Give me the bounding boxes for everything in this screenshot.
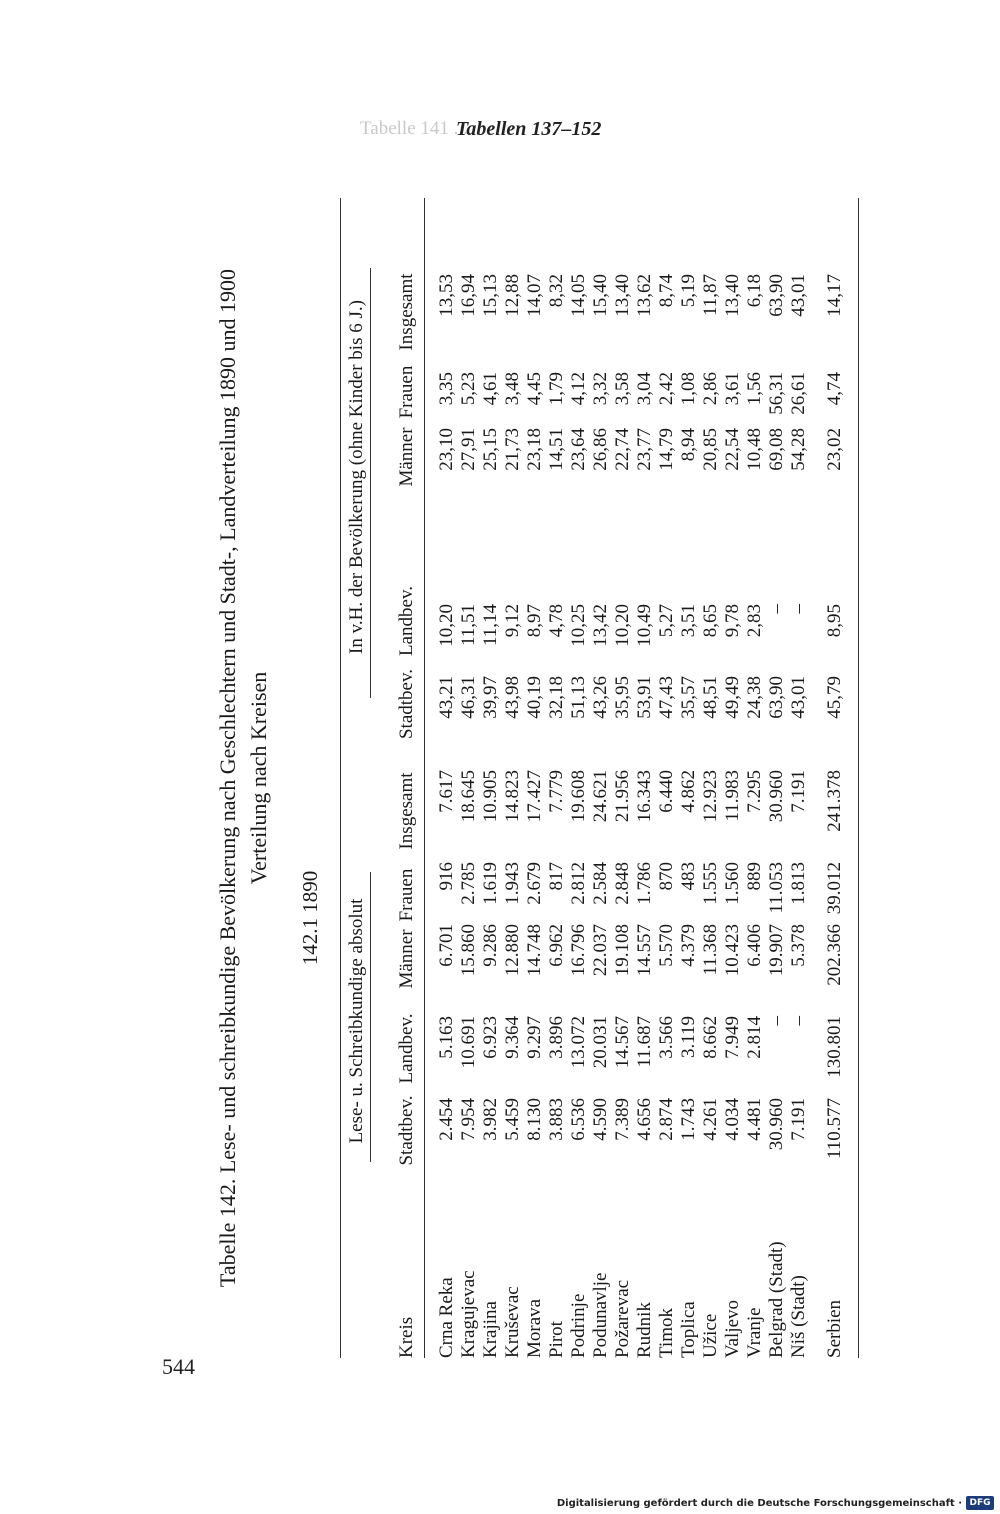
cell-abs-frauen: 2.812 xyxy=(568,862,589,905)
cell-abs-maenner: 9.286 xyxy=(480,924,501,967)
cell-pct-insgesamt: 8,32 xyxy=(546,274,567,308)
cell-kreis: Belgrad (Stadt) xyxy=(766,1241,787,1358)
cell-kreis: Kruševac xyxy=(502,1286,523,1358)
cell-abs-stadt: 7.954 xyxy=(458,1098,479,1141)
cell-abs-insgesamt: 10.905 xyxy=(480,770,501,823)
cell-kreis: Pirot xyxy=(546,1321,567,1358)
cell-pct-maenner: 20,85 xyxy=(700,428,721,471)
cell-pct-insgesamt: 14,17 xyxy=(824,274,845,317)
cell-pct-frauen: 2,42 xyxy=(656,372,677,406)
cell-pct-land: 11,14 xyxy=(480,604,501,647)
table-row xyxy=(634,198,656,1358)
column-header-pct-stadt: Stadtbev. xyxy=(396,669,417,740)
cell-abs-stadt: 2.454 xyxy=(436,1098,457,1141)
cell-abs-frauen: 11.053 xyxy=(766,862,787,914)
cell-pct-maenner: 23,02 xyxy=(824,428,845,471)
cell-abs-maenner: 10.423 xyxy=(722,924,743,977)
cell-pct-frauen: 4,12 xyxy=(568,372,589,406)
cell-pct-frauen: 3,04 xyxy=(634,372,655,406)
table-row xyxy=(524,198,546,1358)
cell-pct-land: 10,20 xyxy=(612,604,633,647)
cell-pct-frauen: 1,08 xyxy=(678,372,699,406)
cell-kreis: Podunavlje xyxy=(590,1272,611,1358)
cell-abs-insgesamt: 16.343 xyxy=(634,770,655,823)
cell-abs-maenner: 4.379 xyxy=(678,924,699,967)
cell-pct-insgesamt: 8,74 xyxy=(656,274,677,308)
cell-pct-insgesamt: 63,90 xyxy=(766,274,787,317)
table-row xyxy=(546,198,568,1358)
column-header-pct-maenner: Männer xyxy=(396,427,417,487)
cell-kreis: Valjevo xyxy=(722,1299,743,1358)
cell-abs-insgesamt: 24.621 xyxy=(590,770,611,823)
cell-pct-maenner: 23,64 xyxy=(568,428,589,471)
cell-abs-frauen: 1.786 xyxy=(634,862,655,905)
cell-pct-insgesamt: 6,18 xyxy=(744,274,765,308)
cell-abs-maenner: 14.748 xyxy=(524,924,545,977)
cell-abs-maenner: 12.880 xyxy=(502,924,523,977)
cell-abs-maenner: 15.860 xyxy=(458,924,479,977)
cell-pct-stadt: 49,49 xyxy=(722,676,743,719)
cell-pct-land: 13,42 xyxy=(590,604,611,647)
cell-abs-frauen: 483 xyxy=(678,862,699,891)
cell-pct-insgesamt: 13,62 xyxy=(634,274,655,317)
group-rule-percent xyxy=(370,268,371,698)
cell-abs-land: 10.691 xyxy=(458,1016,479,1069)
cell-abs-insgesamt: 19.608 xyxy=(568,770,589,823)
cell-pct-land: – xyxy=(788,604,809,614)
cell-pct-stadt: 35,95 xyxy=(612,676,633,719)
table-row xyxy=(568,198,590,1358)
cell-abs-stadt: 4.590 xyxy=(590,1098,611,1141)
cell-pct-insgesamt: 43,01 xyxy=(788,274,809,317)
cell-pct-land: 2,83 xyxy=(744,604,765,638)
cell-abs-stadt: 3.883 xyxy=(546,1098,567,1141)
bleed-through-text: Tabelle 141 ... xyxy=(360,118,468,139)
cell-abs-maenner: 16.796 xyxy=(568,924,589,977)
cell-pct-maenner: 27,91 xyxy=(458,428,479,471)
cell-abs-stadt: 4.656 xyxy=(634,1098,655,1141)
cell-abs-land: 20.031 xyxy=(590,1016,611,1069)
cell-abs-stadt: 1.743 xyxy=(678,1098,699,1141)
table-row xyxy=(788,198,810,1358)
cell-abs-stadt: 7.191 xyxy=(788,1098,809,1141)
cell-pct-maenner: 23,18 xyxy=(524,428,545,471)
table-row xyxy=(722,198,744,1358)
table-row xyxy=(480,198,502,1358)
cell-abs-stadt: 4.034 xyxy=(722,1098,743,1141)
cell-pct-land: 11,51 xyxy=(458,604,479,647)
cell-pct-frauen: 4,74 xyxy=(824,372,845,406)
cell-abs-frauen: 1.560 xyxy=(722,862,743,905)
cell-abs-land: 7.949 xyxy=(722,1016,743,1059)
cell-abs-insgesamt: 241.378 xyxy=(824,770,845,832)
cell-pct-insgesamt: 14,05 xyxy=(568,274,589,317)
cell-kreis: Krajina xyxy=(480,1301,501,1358)
column-header-kreis: Kreis xyxy=(396,1316,417,1358)
cell-abs-land: 3.896 xyxy=(546,1016,567,1059)
cell-abs-insgesamt: 30.960 xyxy=(766,770,787,823)
cell-pct-maenner: 8,94 xyxy=(678,428,699,462)
cell-pct-frauen: 4,61 xyxy=(480,372,501,406)
cell-pct-maenner: 54,28 xyxy=(788,428,809,471)
cell-abs-insgesamt: 4.862 xyxy=(678,770,699,813)
cell-pct-insgesamt: 13,53 xyxy=(436,274,457,317)
cell-abs-stadt: 4.261 xyxy=(700,1098,721,1141)
cell-pct-frauen: 2,86 xyxy=(700,372,721,406)
cell-pct-frauen: 3,35 xyxy=(436,372,457,406)
cell-abs-land: 13.072 xyxy=(568,1016,589,1069)
cell-pct-stadt: 63,90 xyxy=(766,676,787,719)
table-row xyxy=(612,198,634,1358)
cell-abs-maenner: 19.108 xyxy=(612,924,633,977)
table-row xyxy=(436,198,458,1358)
cell-abs-stadt: 8.130 xyxy=(524,1098,545,1141)
cell-abs-insgesamt: 7.191 xyxy=(788,770,809,813)
cell-abs-stadt: 30.960 xyxy=(766,1098,787,1151)
cell-abs-maenner: 5.570 xyxy=(656,924,677,967)
table-title: Tabelle 142. Lese- und schreibkundige Bevölkerung nach Geschlechtern und Stadt-, Landverteilung 1890 und 1900 xyxy=(215,268,240,1288)
cell-abs-stadt: 2.874 xyxy=(656,1098,677,1141)
cell-pct-frauen: 1,56 xyxy=(744,372,765,406)
column-header-pct-land: Landbev. xyxy=(396,586,417,656)
cell-pct-insgesamt: 13,40 xyxy=(612,274,633,317)
cell-abs-frauen: 1.813 xyxy=(788,862,809,905)
cell-pct-maenner: 21,73 xyxy=(502,428,523,471)
cell-abs-maenner: 6.406 xyxy=(744,924,765,967)
cell-pct-maenner: 26,86 xyxy=(590,428,611,471)
cell-abs-land: 130.801 xyxy=(824,1016,845,1078)
cell-pct-insgesamt: 16,94 xyxy=(458,274,479,317)
cell-pct-land: 9,78 xyxy=(722,604,743,638)
cell-pct-stadt: 46,31 xyxy=(458,676,479,719)
column-header-abs-land: Landbev. xyxy=(396,1013,417,1084)
cell-pct-frauen: 3,32 xyxy=(590,372,611,406)
cell-kreis: Kragujevac xyxy=(458,1270,479,1358)
cell-pct-insgesamt: 13,40 xyxy=(722,274,743,317)
cell-pct-stadt: 35,57 xyxy=(678,676,699,719)
cell-pct-stadt: 48,51 xyxy=(700,676,721,719)
cell-pct-stadt: 47,43 xyxy=(656,676,677,719)
table-row xyxy=(744,198,766,1358)
cell-abs-stadt: 4.481 xyxy=(744,1098,765,1141)
cell-abs-insgesamt: 18.645 xyxy=(458,770,479,823)
table-row xyxy=(766,198,788,1358)
cell-pct-land: 10,25 xyxy=(568,604,589,647)
cell-kreis: Užice xyxy=(700,1313,721,1358)
cell-abs-land: 6.923 xyxy=(480,1016,501,1059)
cell-pct-land: 8,97 xyxy=(524,604,545,638)
cell-abs-land: 2.814 xyxy=(744,1016,765,1059)
cell-pct-frauen: 3,61 xyxy=(722,372,743,406)
cell-kreis: Požarevac xyxy=(612,1279,633,1358)
cell-abs-land: 11.687 xyxy=(634,1016,655,1068)
column-header-pct-insgesamt: Insgesamt xyxy=(396,273,417,351)
cell-abs-maenner: 6.701 xyxy=(436,924,457,967)
running-header: Tabellen 137–152 xyxy=(456,118,602,140)
cell-pct-frauen: 56,31 xyxy=(766,372,787,415)
page-number: 544 xyxy=(162,1354,195,1379)
cell-pct-stadt: 32,18 xyxy=(546,676,567,719)
cell-abs-insgesamt: 7.779 xyxy=(546,770,567,813)
cell-abs-stadt: 7.389 xyxy=(612,1098,633,1141)
cell-pct-insgesamt: 11,87 xyxy=(700,274,721,317)
cell-abs-frauen: 2.584 xyxy=(590,862,611,905)
cell-pct-maenner: 22,74 xyxy=(612,428,633,471)
cell-abs-maenner: 22.037 xyxy=(590,924,611,977)
table-row xyxy=(590,198,612,1358)
cell-abs-land: – xyxy=(766,1016,787,1026)
footer-credit: Digitalisierung gefördert durch die Deutsche Forschungsgemeinschaft · xyxy=(556,1498,962,1509)
cell-pct-frauen: 4,45 xyxy=(524,372,545,406)
table-row xyxy=(678,198,700,1358)
cell-pct-land: 5,27 xyxy=(656,604,677,638)
cell-pct-frauen: 3,48 xyxy=(502,372,523,406)
column-header-abs-maenner: Männer xyxy=(396,929,417,989)
cell-abs-insgesamt: 11.983 xyxy=(722,770,743,822)
column-header-pct-frauen: Frauen xyxy=(396,365,417,419)
cell-abs-frauen: 2.679 xyxy=(524,862,545,905)
subtable-title: 142.1 1890 xyxy=(298,870,322,966)
cell-abs-frauen: 916 xyxy=(436,862,457,891)
cell-abs-frauen: 889 xyxy=(744,862,765,891)
cell-pct-land: 8,65 xyxy=(700,604,721,638)
cell-abs-frauen: 2.785 xyxy=(458,862,479,905)
cell-abs-maenner: 11.368 xyxy=(700,924,721,976)
top-rule xyxy=(340,198,341,1358)
digitization-footer xyxy=(0,1494,1000,1514)
cell-pct-stadt: 24,38 xyxy=(744,676,765,719)
cell-pct-stadt: 43,21 xyxy=(436,676,457,719)
cell-abs-insgesamt: 6.440 xyxy=(656,770,677,813)
cell-pct-maenner: 14,79 xyxy=(656,428,677,471)
cell-pct-land: – xyxy=(766,604,787,614)
cell-abs-insgesamt: 7.295 xyxy=(744,770,765,813)
table-row xyxy=(502,198,524,1358)
cell-abs-frauen: 1.619 xyxy=(480,862,501,905)
cell-pct-land: 4,78 xyxy=(546,604,567,638)
cell-pct-maenner: 14,51 xyxy=(546,428,567,471)
cell-abs-insgesamt: 14.823 xyxy=(502,770,523,823)
dfg-logo: DFG xyxy=(966,1496,994,1510)
column-header-abs-stadt: Stadtbev. xyxy=(396,1095,417,1166)
table-subtitle: Verteilung nach Kreisen xyxy=(246,671,271,885)
cell-kreis: Niš (Stadt) xyxy=(788,1275,809,1358)
cell-pct-land: 8,95 xyxy=(824,604,845,638)
table-row xyxy=(700,198,722,1358)
cell-abs-land: 8.662 xyxy=(700,1016,721,1059)
cell-kreis: Morava xyxy=(524,1298,545,1358)
bottom-rule xyxy=(858,198,859,1358)
cell-pct-stadt: 43,98 xyxy=(502,676,523,719)
cell-pct-stadt: 53,91 xyxy=(634,676,655,719)
cell-pct-maenner: 69,08 xyxy=(766,428,787,471)
cell-abs-land: 9.297 xyxy=(524,1016,545,1059)
cell-abs-stadt: 3.982 xyxy=(480,1098,501,1141)
column-group-percent: In v.H. der Bevölkerung (ohne Kinder bis 6 J.) xyxy=(346,300,367,654)
cell-pct-stadt: 51,13 xyxy=(568,676,589,719)
cell-abs-insgesamt: 17.427 xyxy=(524,770,545,823)
cell-abs-stadt: 6.536 xyxy=(568,1098,589,1141)
total-row xyxy=(824,198,846,1358)
cell-pct-land: 10,20 xyxy=(436,604,457,647)
cell-kreis: Serbien xyxy=(824,1299,845,1358)
cell-abs-maenner: 6.962 xyxy=(546,924,567,967)
cell-abs-maenner: 5.378 xyxy=(788,924,809,967)
cell-pct-stadt: 43,26 xyxy=(590,676,611,719)
cell-pct-maenner: 25,15 xyxy=(480,428,501,471)
cell-pct-frauen: 26,61 xyxy=(788,372,809,415)
cell-pct-frauen: 5,23 xyxy=(458,372,479,406)
cell-pct-stadt: 43,01 xyxy=(788,676,809,719)
cell-abs-frauen: 1.555 xyxy=(700,862,721,905)
table-row xyxy=(656,198,678,1358)
cell-abs-land: 9.364 xyxy=(502,1016,523,1059)
cell-abs-frauen: 817 xyxy=(546,862,567,891)
rotated-table xyxy=(210,198,900,1358)
cell-abs-land: 5.163 xyxy=(436,1016,457,1059)
cell-abs-frauen: 1.943 xyxy=(502,862,523,905)
cell-abs-frauen: 2.848 xyxy=(612,862,633,905)
cell-kreis: Podrinje xyxy=(568,1293,589,1358)
column-header-abs-frauen: Frauen xyxy=(396,868,417,922)
cell-abs-maenner: 14.557 xyxy=(634,924,655,977)
cell-abs-insgesamt: 7.617 xyxy=(436,770,457,813)
cell-kreis: Crna Reka xyxy=(436,1277,457,1358)
table-row xyxy=(458,198,480,1358)
cell-pct-insgesamt: 12,88 xyxy=(502,274,523,317)
cell-abs-land: 14.567 xyxy=(612,1016,633,1069)
cell-kreis: Timok xyxy=(656,1308,677,1358)
cell-abs-land: 3.119 xyxy=(678,1016,699,1059)
cell-pct-frauen: 1,79 xyxy=(546,372,567,406)
cell-pct-maenner: 22,54 xyxy=(722,428,743,471)
cell-pct-maenner: 23,10 xyxy=(436,428,457,471)
cell-pct-stadt: 40,19 xyxy=(524,676,545,719)
cell-kreis: Toplica xyxy=(678,1301,699,1358)
cell-abs-stadt: 110.577 xyxy=(824,1098,845,1160)
cell-pct-insgesamt: 5,19 xyxy=(678,274,699,308)
cell-kreis: Rudnik xyxy=(634,1302,655,1358)
cell-abs-insgesamt: 12.923 xyxy=(700,770,721,823)
cell-abs-frauen: 39.012 xyxy=(824,862,845,915)
group-rule-absolut xyxy=(370,872,371,1162)
cell-abs-land: 3.566 xyxy=(656,1016,677,1059)
cell-abs-maenner: 19.907 xyxy=(766,924,787,977)
cell-abs-maenner: 202.366 xyxy=(824,924,845,986)
cell-pct-maenner: 23,77 xyxy=(634,428,655,471)
cell-pct-insgesamt: 15,40 xyxy=(590,274,611,317)
cell-pct-insgesamt: 15,13 xyxy=(480,274,501,317)
cell-pct-stadt: 45,79 xyxy=(824,676,845,719)
header-rule xyxy=(424,198,425,1358)
cell-abs-insgesamt: 21.956 xyxy=(612,770,633,823)
cell-kreis: Vranje xyxy=(744,1307,765,1358)
cell-pct-maenner: 10,48 xyxy=(744,428,765,471)
cell-abs-stadt: 5.459 xyxy=(502,1098,523,1141)
column-group-absolut: Lese- u. Schreibkundige absolut xyxy=(346,898,367,1144)
cell-pct-land: 3,51 xyxy=(678,604,699,638)
cell-abs-land: – xyxy=(788,1016,809,1026)
cell-pct-land: 10,49 xyxy=(634,604,655,647)
cell-pct-insgesamt: 14,07 xyxy=(524,274,545,317)
cell-pct-frauen: 3,58 xyxy=(612,372,633,406)
cell-pct-land: 9,12 xyxy=(502,604,523,638)
cell-pct-stadt: 39,97 xyxy=(480,676,501,719)
column-header-abs-insgesamt: Insgesamt xyxy=(396,772,417,850)
cell-abs-frauen: 870 xyxy=(656,862,677,891)
